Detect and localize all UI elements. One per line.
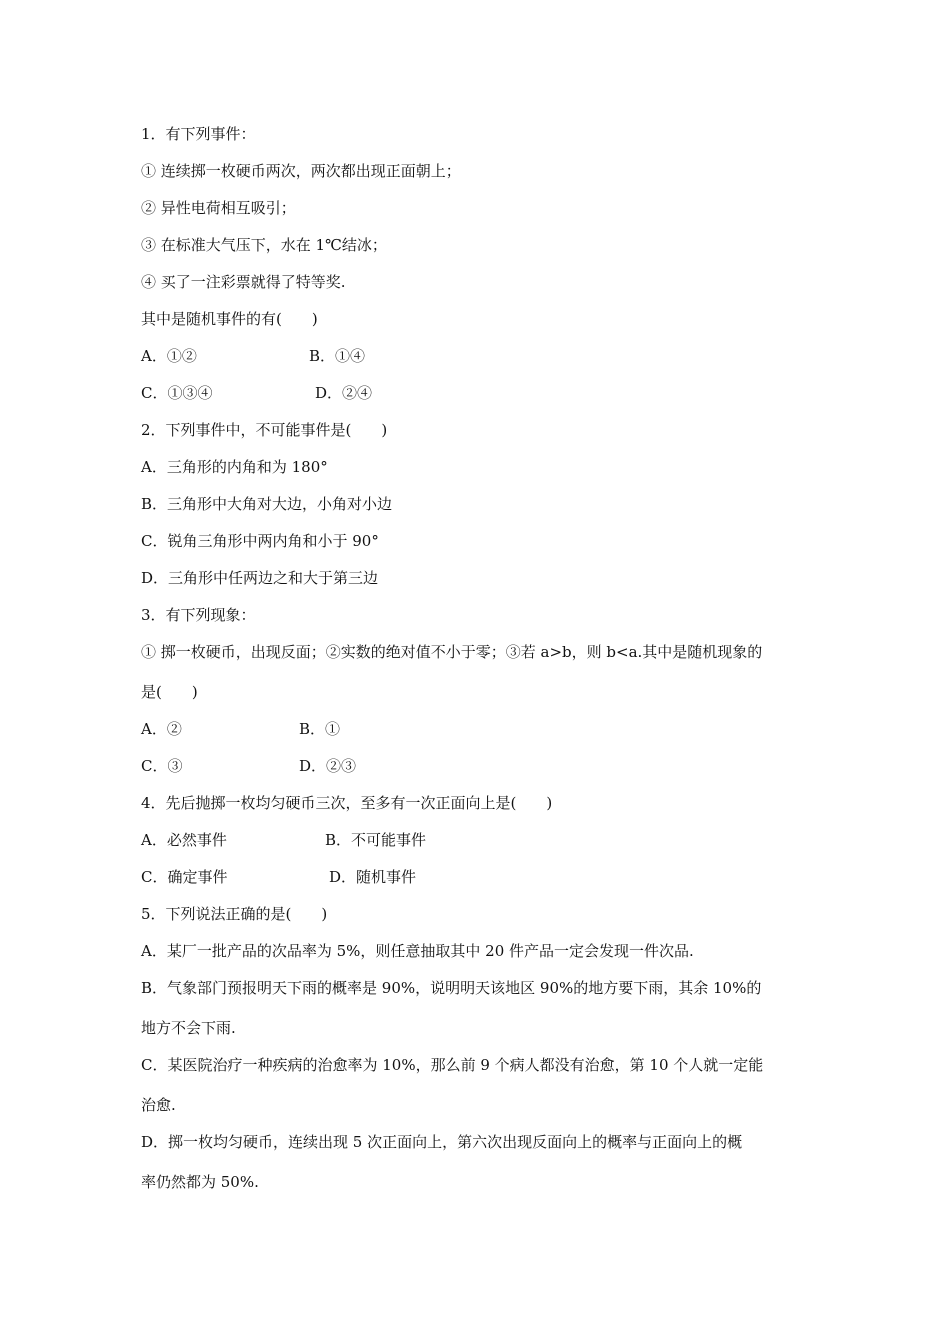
q2-option-b: B．三角形中大角对大边，小角对小边 [141,495,393,513]
q3-options-row-2 [141,756,821,776]
q3-body-line-1: ① 掷一枚硬币，出现反面；②实数的绝对值不小于零；③若 a>b，则 b<a.其中是随机现象的 [141,643,763,661]
q4-stem: 4．先后抛掷一枚均匀硬币三次，至多有一次正面向上是( ) [141,794,553,812]
q5-stem: 5．下列说法正确的是( ) [141,905,328,923]
q1-options-row-2 [141,383,821,403]
q5-option-b-line-1: B．气象部门预报明天下雨的概率是 90%，说明明天该地区 90%的地方要下雨，其余 10%的 [141,979,762,997]
q4-option-b: B．不可能事件 [325,831,427,849]
q5-option-c-line-2: 治愈. [141,1096,176,1114]
q5-option-b-line-2: 地方不会下雨. [141,1019,236,1037]
q4-option-c: C．确定事件 [141,868,228,886]
q1-option-b: B．①④ [309,347,366,365]
q1-stem: 1．有下列事件： [141,125,256,143]
q3-option-c: C．③ [141,757,183,775]
q5-option-d-line-1: D．掷一枚均匀硬币，连续出现 5 次正面向上，第六次出现反面向上的概率与正面向上的概 [141,1133,743,1151]
q1-prompt: 其中是随机事件的有( ) [141,310,318,328]
q5-option-a: A．某厂一批产品的次品率为 5%，则任意抽取其中 20 件产品一定会发现一件次品. [141,942,694,960]
q3-option-b: B．① [299,720,341,738]
document-page [141,124,821,1209]
q3-options-row-1 [141,719,821,739]
q1-option-c: C．①③④ [141,384,213,402]
q4-options-row-2 [141,867,821,887]
q3-stem: 3．有下列现象： [141,606,256,624]
q3-option-a: A．② [141,720,182,738]
q2-option-a: A．三角形的内角和为 180° [141,458,328,476]
q2-stem: 2．下列事件中，不可能事件是( ) [141,421,388,439]
q1-item-1: ① 连续掷一枚硬币两次，两次都出现正面朝上； [141,162,461,180]
q2-option-c: C．锐角三角形中两内角和小于 90° [141,532,379,550]
q1-option-a: A．①② [141,347,197,365]
q4-option-a: A．必然事件 [141,831,227,849]
q4-option-d: D．随机事件 [329,868,417,886]
q5-option-c-line-1: C．某医院治疗一种疾病的治愈率为 10%，那么前 9 个病人都没有治愈，第 10 个人就一定能 [141,1056,764,1074]
q1-options-row-1 [141,346,821,366]
q2-option-d: D．三角形中任两边之和大于第三边 [141,569,379,587]
q5-option-d-line-2: 率仍然都为 50%. [141,1173,259,1191]
q3-body-line-2: 是( ) [141,683,198,701]
q4-options-row-1 [141,830,821,850]
q1-item-3: ③ 在标准大气压下，水在 1℃结冰； [141,236,387,254]
q3-option-d: D．②③ [299,757,357,775]
q1-item-2: ② 异性电荷相互吸引； [141,199,296,217]
q1-item-4: ④ 买了一注彩票就得了特等奖. [141,273,346,291]
q1-option-d: D．②④ [315,384,373,402]
